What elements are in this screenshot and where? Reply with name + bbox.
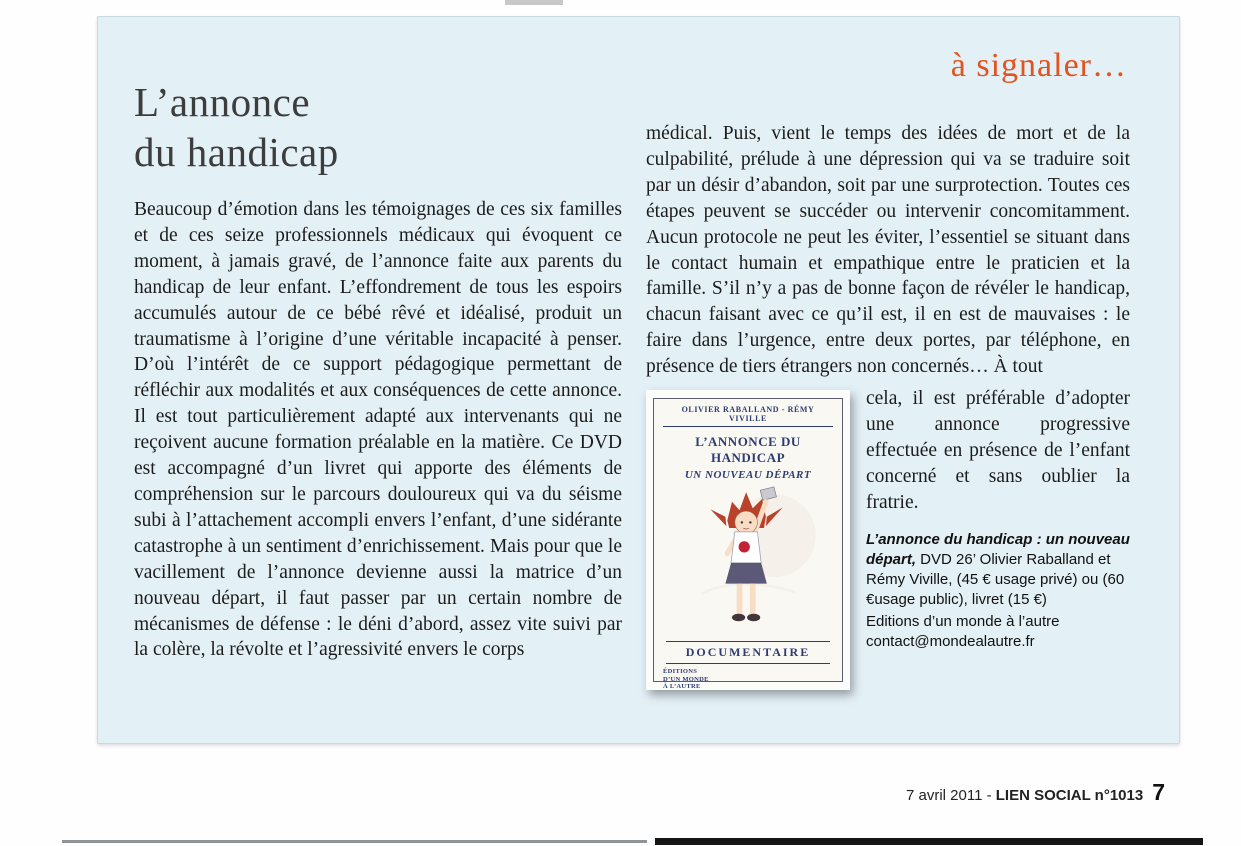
caption-publisher: Editions d’un monde à l’autre [866, 612, 1060, 630]
caption-contact: contact@mondealautre.fr [866, 632, 1035, 650]
dvd-authors: OLIVIER RABALLAND - RÉMY VIVILLE [663, 405, 834, 427]
girl-drawing-icon [678, 481, 818, 641]
article-title [134, 77, 622, 177]
publisher-logo-line3: À L’AUTRE [663, 683, 701, 691]
dvd-cover-photo [646, 390, 850, 690]
scan-artifact-top [505, 0, 563, 5]
caption-details: DVD 26’ Olivier Raballand et Rémy Viville, (45 € usage privé) ou (60 €usage public), livret (15 €) [866, 550, 1125, 608]
publisher-logo-line2: D’UN MONDE [663, 675, 709, 683]
dvd-genre: DOCUMENTAIRE [666, 641, 830, 664]
article-text-right-2: cela, il est préférable d’adopter une annonce progressive effectuée en présence de l’enfant concerné et sans oublier la fratrie. [866, 388, 1130, 513]
left-column [134, 77, 622, 663]
article-title-line2: du handicap [134, 129, 339, 175]
footer-page-number: 7 [1152, 779, 1165, 805]
page-footer [906, 779, 1165, 806]
footer-date: 7 avril 2011 - [906, 787, 996, 804]
article-text-right-1: médical. Puis, vient le temps des idées de mort et de la culpabilité, prélude à une dépression qui va se traduire soit par un désir d’abandon, soit par une surprotection. Toutes ces étapes peuvent se succéder ou intervenir concomitamment. Aucun protocole ne peut les éviter, l’essentiel se situant dans le contact humain et empathique entre le praticien et la famille. S’il n’y a pas de bonne façon de révéler le handicap, chacun faisant avec ce qu’il est, il en est de mauvaises : le faire dans l’urgence, entre deux portes, par téléphone, en présence de tiers étrangers non concernés… À tout [646, 123, 1130, 378]
publisher-logo-line1: ÉDITIONS [663, 668, 698, 676]
section-label: à signaler… [950, 47, 1127, 84]
right-column [646, 121, 1130, 696]
article-title-line1: L’annonce [134, 79, 311, 125]
dvd-cover [653, 398, 843, 691]
caption-title: L’annonce du handicap : un nouveau départ, [866, 530, 1130, 568]
dvd-illustration-girl [659, 481, 837, 641]
scan-artifact-right [655, 838, 1203, 845]
article-text-left: Beaucoup d’émotion dans les témoignages de ces six familles et de ces seize professionnels médicaux qui évoquent ce moment, à jamais gravé, de l’annonce faite aux parents du handicap de leur enfant. L’effondrement de tous les espoirs accumulés autour de ce bébé rêvé et idéalisé, produit un traumatisme à l’origine d’une véritable incapacité à penser. D’où l’intérêt de ce support pédagogique permettant de réfléchir aux modalités et aux conséquences de cette annonce. Il est tout particulièrement adapté aux intervenants qui ne reçoivent aucune formation préalable en la matière. Ce DVD est accompagné d’un livret qui apporte des éléments de compréhension sur le parcours douloureux qui va du séisme subi à l’attachement accompli envers l’enfant, d’une sidérante catastrophe à un sentiment d’enrichissement. Mais pour que le vacillement de l’annonce devienne aussi la matrice d’un nouveau départ, il faut passer par un certain nombre de mécanismes de défense : le déni d’abord, assez vite suivi par la colère, la révolte et l’agressivité envers le corps [134, 199, 622, 661]
footer-journal: LIEN SOCIAL n°1013 [995, 787, 1144, 804]
dvd-subtitle: UN NOUVEAU DÉPART [684, 469, 812, 482]
dvd-title: L’ANNONCE DU HANDICAP [695, 434, 801, 466]
article-panel [97, 16, 1180, 744]
publisher-logo [659, 664, 709, 691]
scan-artifact-left [62, 840, 647, 843]
